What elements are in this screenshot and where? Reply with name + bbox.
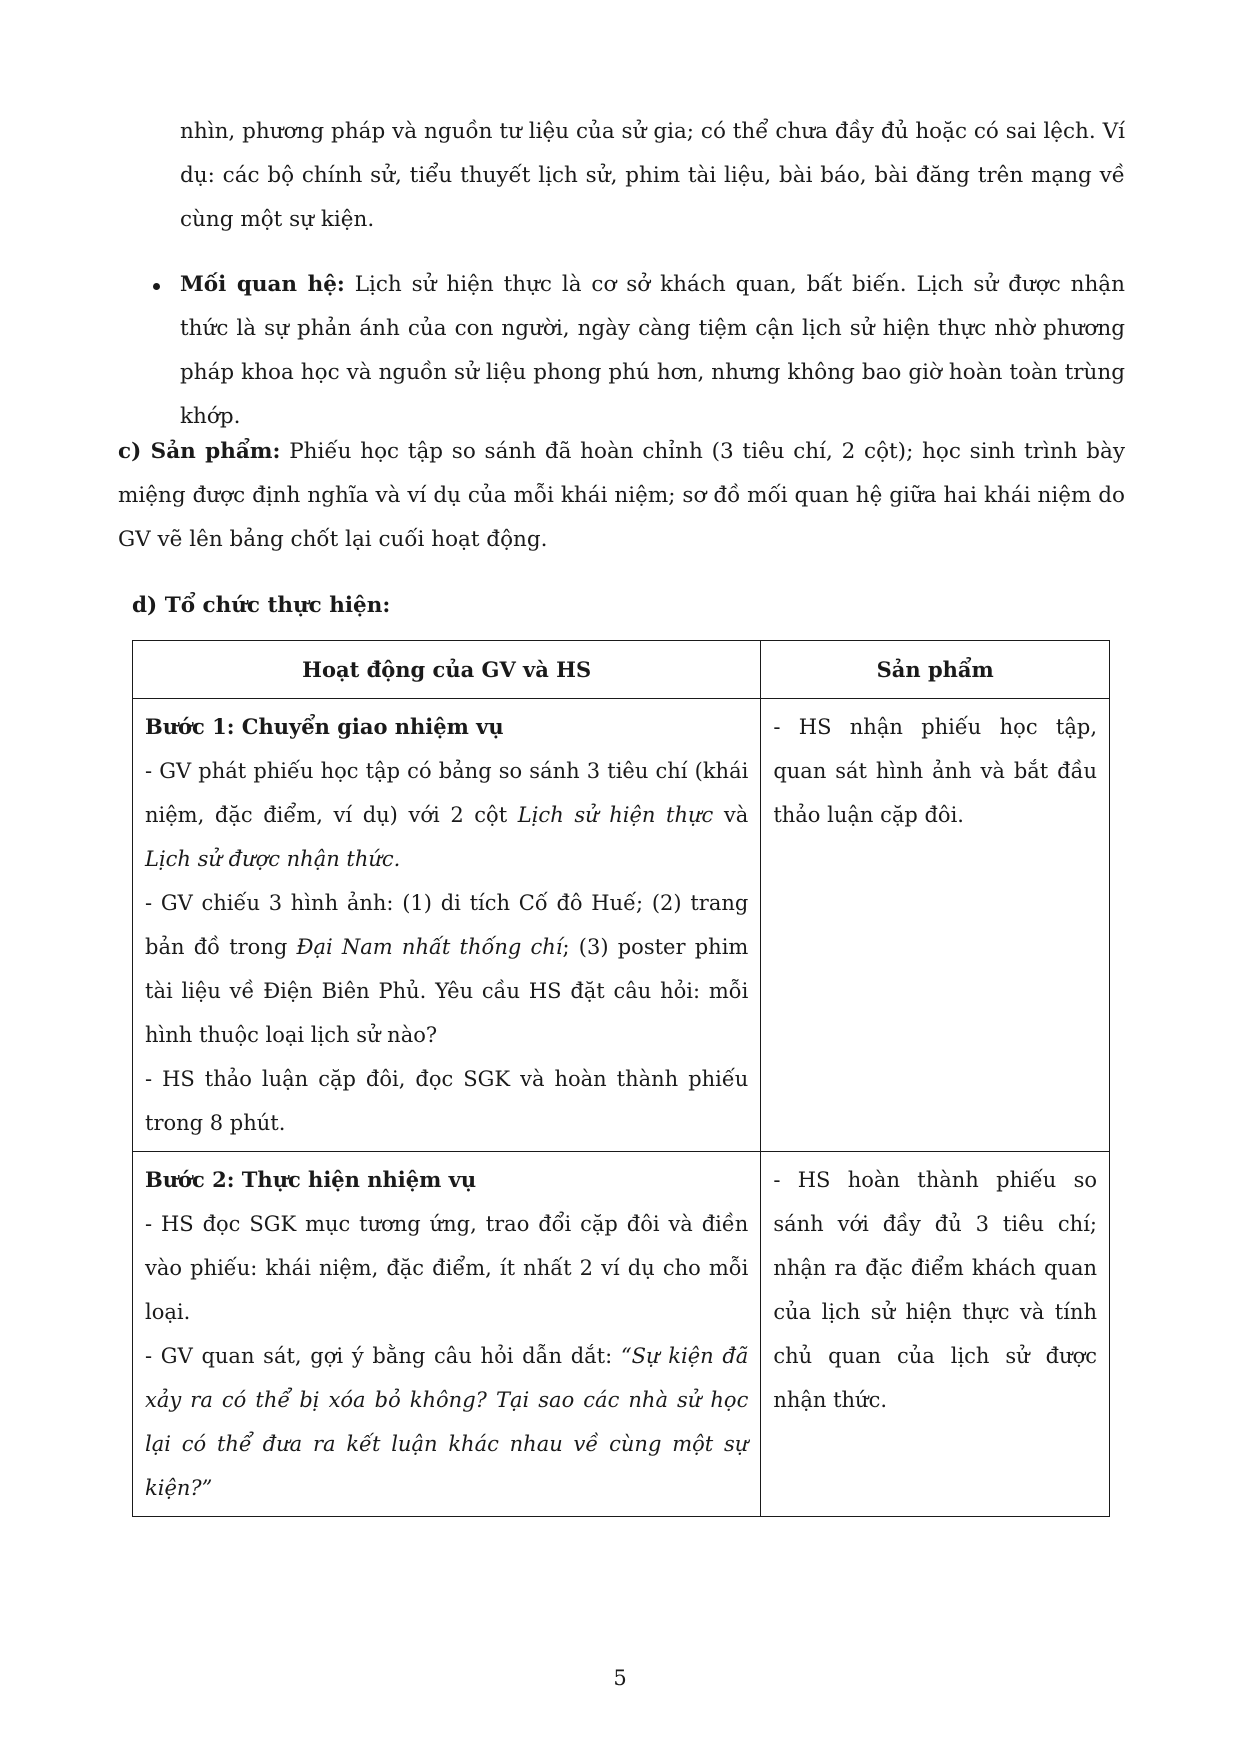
step1-line2-em: Đại Nam nhất thống chí <box>296 935 563 959</box>
product-label: c) Sản phẩm: <box>118 439 281 464</box>
step1-line1-text-b: và <box>713 803 749 827</box>
step1-line1-em1: Lịch sử hiện thực <box>517 803 714 827</box>
page-number: 5 <box>613 1666 627 1690</box>
step2-title: Bước 2: Thực hiện nhiệm vụ <box>145 1167 477 1192</box>
step1-line1-text-a: - GV phát phiếu học tập có bảng so sánh 3 tiêu chí (khái niệm, đặc điểm, ví dụ) với 2 cột <box>145 759 749 827</box>
step1-title: Bước 1: Chuyển giao nhiệm vụ <box>145 714 504 739</box>
step1-line1 <box>145 749 748 881</box>
activity-table <box>132 640 1110 1517</box>
header-product: Sản phẩm <box>761 641 1110 699</box>
relationship-bullet <box>180 263 1125 439</box>
product-text: Phiếu học tập so sánh đã hoàn chỉnh (3 tiêu chí, 2 cột); học sinh trình bày miệng được định nghĩa và ví dụ của mỗi khái niệm; sơ đồ mối quan hệ giữa hai khái niệm do GV vẽ lên bảng chốt lại cuối hoạt động. <box>118 439 1125 552</box>
product-paragraph <box>118 430 1125 562</box>
table-row-step2 <box>133 1152 1110 1517</box>
step2-line2 <box>145 1334 748 1510</box>
step2-product-cell: - HS hoàn thành phiếu so sánh với đầy đủ 3 tiêu chí; nhận ra đặc điểm khách quan của lịch sử hiện thực và tính chủ quan của lịch sử được nhận thức. <box>761 1152 1110 1517</box>
step1-activity-cell <box>133 699 761 1152</box>
step1-product-cell: - HS nhận phiếu học tập, quan sát hình ảnh và bắt đầu thảo luận cặp đôi. <box>761 699 1110 1152</box>
step1-line3: - HS thảo luận cặp đôi, đọc SGK và hoàn thành phiếu trong 8 phút. <box>145 1067 749 1135</box>
step2-line2-text-a: - GV quan sát, gợi ý bằng câu hỏi dẫn dắt: <box>145 1344 621 1368</box>
step2-activity-cell <box>133 1152 761 1517</box>
table-row-step1 <box>133 699 1110 1152</box>
bullet-dot-icon <box>153 283 160 290</box>
table-header-row <box>133 641 1110 699</box>
step2-line1: - HS đọc SGK mục tương ứng, trao đổi cặp đôi và điền vào phiếu: khái niệm, đặc điểm, ít nhất 2 ví dụ cho mỗi loại. <box>145 1212 749 1324</box>
continuation-paragraph: nhìn, phương pháp và nguồn tư liệu của sử gia; có thể chưa đầy đủ hoặc có sai lệch. Ví dụ: các bộ chính sử, tiểu thuyết lịch sử, phim tài liệu, bài báo, bài đăng trên mạng về cùng một sự kiện. <box>180 119 1125 232</box>
step1-line2-text-a: - GV chiếu 3 hình ảnh: (1) di tích Cố đô Huế; (2) trang bản đồ trong <box>145 891 749 959</box>
relationship-text: Lịch sử hiện thực là cơ sở khách quan, bất biến. Lịch sử được nhận thức là sự phản ánh của con người, ngày càng tiệm cận lịch sử hiện thực nhờ phương pháp khoa học và nguồn sử liệu phong phú hơn, nhưng không bao giờ hoàn toàn trùng khớp. <box>180 272 1125 429</box>
relationship-label: Mối quan hệ: <box>180 272 345 297</box>
step1-line1-em2: Lịch sử được nhận thức. <box>145 847 401 871</box>
step1-line2 <box>145 881 748 1057</box>
organization-heading: d) Tổ chức thực hiện: <box>132 593 391 618</box>
step2-line2-em: “Sự kiện đã xảy ra có thể bị xóa bỏ không? Tại sao các nhà sử học lại có thể đưa ra kết luận khác nhau về cùng một sự kiện?” <box>145 1344 749 1500</box>
header-activity: Hoạt động của GV và HS <box>133 641 761 699</box>
step1-line2-text-b: ; (3) poster phim tài liệu về Điện Biên Phủ. Yêu cầu HS đặt câu hỏi: mỗi hình thuộc loại lịch sử nào? <box>145 935 749 1047</box>
